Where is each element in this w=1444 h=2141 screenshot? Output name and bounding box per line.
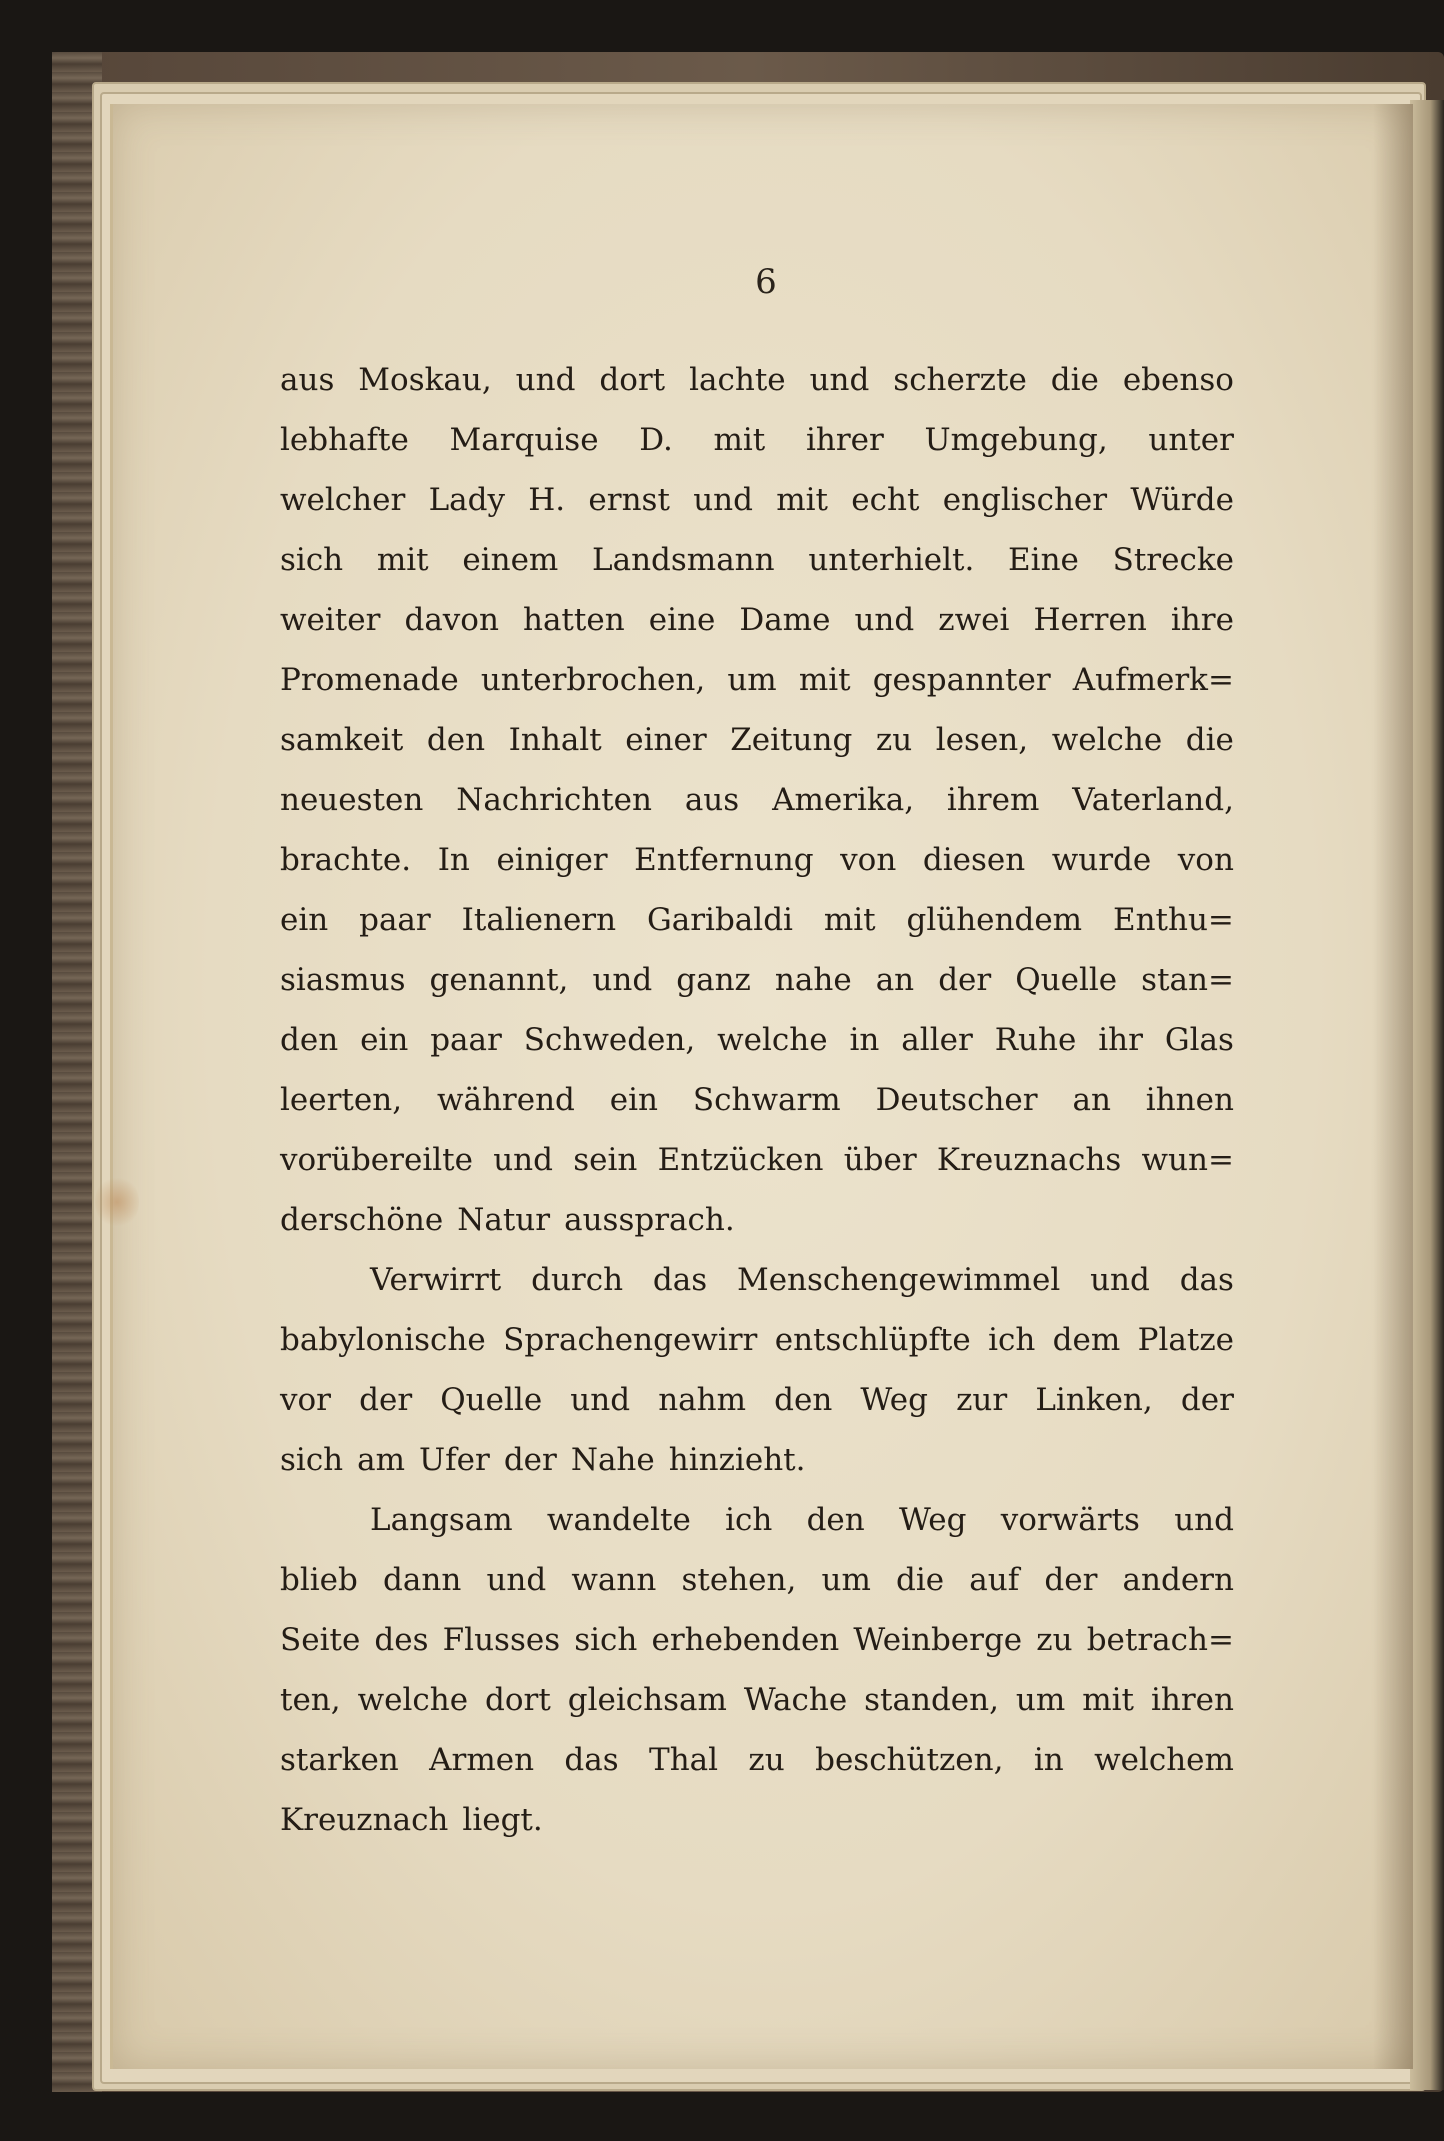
word: Amerika, (772, 782, 915, 818)
word: einem (462, 542, 559, 578)
word: und (693, 482, 753, 518)
word: weiter (280, 602, 381, 638)
word: Langsam (370, 1502, 513, 1538)
word: D. (639, 422, 673, 458)
word: entschlüpfte (774, 1322, 971, 1358)
word: und (854, 602, 915, 638)
word: und (1174, 1502, 1234, 1538)
word: durch (531, 1262, 624, 1298)
word: Vaterland, (1072, 782, 1234, 818)
word: mit (713, 422, 766, 458)
word: Ufer (419, 1442, 490, 1478)
word: mit (798, 662, 851, 698)
word: dem (1052, 1322, 1121, 1358)
word: mit (1082, 1682, 1135, 1718)
word: unterhielt. (808, 542, 975, 578)
word: ich (725, 1502, 773, 1538)
word: Glas (1164, 1022, 1234, 1058)
text-line (280, 710, 1234, 770)
page-number: 6 (755, 262, 777, 302)
word: Italienern (461, 902, 617, 938)
word: gleichsam (567, 1682, 727, 1718)
word: der (1044, 1562, 1098, 1598)
word: welche (1051, 722, 1163, 758)
word: in (849, 1022, 880, 1058)
word: welche (357, 1682, 469, 1718)
word: das (564, 1742, 619, 1778)
word: hatten (522, 602, 625, 638)
word: welchem (1094, 1742, 1234, 1778)
text-line (280, 950, 1234, 1010)
word: Inhalt (508, 722, 602, 758)
word: Schweden, (523, 1022, 696, 1058)
word: Umgebung, (924, 422, 1108, 458)
word: mit (823, 902, 876, 938)
text-line (280, 1310, 1234, 1370)
word: den (426, 722, 486, 758)
word: In (437, 842, 470, 878)
spine-shadow (1373, 104, 1413, 2069)
text-line (280, 1190, 1234, 1250)
word: das (1179, 1262, 1234, 1298)
word: paar (359, 902, 431, 938)
word: über (843, 1142, 917, 1178)
word: aller (901, 1022, 973, 1058)
word: und (1090, 1262, 1150, 1298)
word: zur (956, 1382, 1008, 1418)
word: paar (430, 1022, 502, 1058)
word: mit (376, 542, 429, 578)
word: dort (485, 1682, 551, 1718)
word: echt (851, 482, 920, 518)
word: ihr (1098, 1022, 1143, 1058)
word: aus (280, 362, 335, 398)
word: Flusses (442, 1622, 561, 1658)
word: wun= (1141, 1142, 1234, 1178)
word: ein (609, 1082, 659, 1118)
word: Quelle (1015, 962, 1118, 998)
word: wurde (1051, 842, 1152, 878)
word: Entfernung (634, 842, 814, 878)
word: und (592, 962, 653, 998)
text-line (280, 890, 1234, 950)
word: den (806, 1502, 865, 1538)
word: scherzte (893, 362, 1027, 398)
word: unterbrochen, (480, 662, 706, 698)
word: aus (684, 782, 740, 818)
word: die (1185, 722, 1234, 758)
word: Wache (743, 1682, 848, 1718)
word: ebenso (1122, 362, 1234, 398)
text-line (280, 1790, 1234, 1850)
text-line (280, 1010, 1234, 1070)
word: Schwarm (692, 1082, 841, 1118)
word: Menschengewimmel (736, 1262, 1061, 1298)
word: wann (571, 1562, 657, 1598)
word: babylonische (280, 1322, 486, 1358)
word: leerten, (280, 1082, 403, 1118)
word: mit (776, 482, 829, 518)
word: unter (1148, 422, 1234, 458)
word: lesen, (935, 722, 1029, 758)
word: gespannter (872, 662, 1051, 698)
word: diesen (922, 842, 1026, 878)
word: nahm (658, 1382, 747, 1418)
text-line (280, 1670, 1234, 1730)
word: samkeit (280, 722, 404, 758)
word: und (493, 1142, 553, 1178)
word: vorwärts (1000, 1502, 1140, 1538)
word: Platze (1137, 1322, 1234, 1358)
word: Weinberge (853, 1622, 1023, 1658)
text-line (280, 470, 1234, 530)
word: standen, (864, 1682, 999, 1718)
word: Lady (428, 482, 505, 518)
word: ihren (1150, 1682, 1234, 1718)
word: ein (360, 1022, 409, 1058)
word: und (486, 1562, 547, 1598)
word: wandelte (546, 1502, 691, 1538)
word: Seite (280, 1622, 361, 1658)
word: andern (1122, 1562, 1234, 1598)
word: Kreuznachs (936, 1142, 1122, 1178)
word: in (1033, 1742, 1064, 1778)
word: vorübereilte (280, 1142, 473, 1178)
word: Armen (429, 1742, 535, 1778)
text-line (280, 1490, 1234, 1550)
text-line (280, 830, 1234, 890)
text-line (280, 1610, 1234, 1670)
word: dann (383, 1562, 462, 1598)
word: von (840, 842, 897, 878)
word: zu (1036, 1622, 1073, 1658)
word: erhebenden (651, 1622, 840, 1658)
word: sein (573, 1142, 638, 1178)
word: einiger (496, 842, 608, 878)
word: um (1015, 1682, 1066, 1718)
word: Weg (898, 1502, 967, 1538)
text-line (280, 770, 1234, 830)
word: ein (280, 902, 329, 938)
word: auf (969, 1562, 1020, 1598)
word: Aufmerk= (1072, 662, 1234, 698)
word: und (515, 362, 576, 398)
word: genannt, (429, 962, 569, 998)
word: zwei (938, 602, 1010, 638)
word: liegt. (462, 1802, 543, 1838)
word: Würde (1130, 482, 1234, 518)
word: sich (280, 542, 344, 578)
word: betrach= (1086, 1622, 1234, 1658)
word: den (280, 1022, 339, 1058)
word: das (652, 1262, 708, 1298)
word: vor (280, 1382, 331, 1418)
word: davon (404, 602, 499, 638)
text-line (280, 1550, 1234, 1610)
word: der (359, 1382, 413, 1418)
word: ihrem (946, 782, 1040, 818)
word: Promenade (280, 662, 459, 698)
word: Kreuznach (280, 1802, 449, 1838)
word: Marquise (449, 422, 599, 458)
word: lachte (689, 362, 786, 398)
word: Dame (739, 602, 831, 638)
word: einer (625, 722, 707, 758)
word: welche (717, 1022, 828, 1058)
word: Verwirrt (370, 1262, 502, 1298)
word: Eine (1008, 542, 1079, 578)
word: englischer (942, 482, 1108, 518)
word: Moskau, (358, 362, 492, 398)
word: ich (988, 1322, 1036, 1358)
text-line (280, 590, 1234, 650)
word: starken (280, 1742, 399, 1778)
word: der (1180, 1382, 1234, 1418)
word: Ruhe (994, 1022, 1077, 1058)
text-line (280, 1070, 1234, 1130)
word: ihrer (805, 422, 884, 458)
word: Quelle (440, 1382, 543, 1418)
text-line (280, 410, 1234, 470)
word: neuesten (280, 782, 424, 818)
text-line (280, 1130, 1234, 1190)
word: lebhafte (280, 422, 409, 458)
word: siasmus (280, 962, 406, 998)
word: Herren (1033, 602, 1147, 638)
word: Thal (649, 1742, 719, 1778)
word: dort (599, 362, 666, 398)
word: der (503, 1442, 557, 1478)
word: den (774, 1382, 833, 1418)
word: blieb (280, 1562, 358, 1598)
text-line (280, 1370, 1234, 1430)
word: um (821, 1562, 871, 1598)
word: Enthu= (1112, 902, 1234, 938)
word: des (374, 1622, 429, 1658)
word: ten, (280, 1682, 341, 1718)
word: und (570, 1382, 631, 1418)
text-line (280, 1730, 1234, 1790)
body-text (280, 350, 1234, 1850)
word: Linken, (1035, 1382, 1153, 1418)
word: Zeitung (730, 722, 853, 758)
word: Garibaldi (646, 902, 793, 938)
paper-stain (95, 1175, 139, 1229)
word: sich (574, 1622, 638, 1658)
text-line (280, 530, 1234, 590)
word: stehen, (681, 1562, 797, 1598)
word: während (436, 1082, 575, 1118)
word: ihre (1170, 602, 1234, 638)
word: Deutscher (875, 1082, 1038, 1118)
text-line (280, 1430, 1234, 1490)
text-line (280, 650, 1234, 710)
word: um (727, 662, 777, 698)
word: hinzieht. (668, 1442, 806, 1478)
word: die (896, 1562, 945, 1598)
word: derschöne (280, 1202, 444, 1238)
text-line (280, 1250, 1234, 1310)
word: Strecke (1112, 542, 1234, 578)
word: an (875, 962, 915, 998)
word: von (1177, 842, 1234, 878)
word: Nahe (570, 1442, 655, 1478)
word: Landsmann (592, 542, 775, 578)
word: sich (280, 1442, 344, 1478)
word: glühendem (906, 902, 1083, 938)
word: beschützen, (815, 1742, 1004, 1778)
word: H. (528, 482, 566, 518)
word: an (1072, 1082, 1111, 1118)
word: am (357, 1442, 406, 1478)
word: brachte. (280, 842, 412, 878)
binding-gutter (1410, 100, 1444, 2090)
word: Weg (860, 1382, 928, 1418)
word: Nachrichten (456, 782, 652, 818)
word: ihnen (1145, 1082, 1234, 1118)
word: zu (748, 1742, 785, 1778)
word: Entzücken (657, 1142, 824, 1178)
word: welcher (280, 482, 406, 518)
word: Sprachengewirr (503, 1322, 758, 1358)
word: eine (648, 602, 716, 638)
word: nahe (774, 962, 852, 998)
word: ganz (676, 962, 751, 998)
word: die (1050, 362, 1099, 398)
text-line (280, 350, 1234, 410)
word: stan= (1141, 962, 1234, 998)
word: zu (875, 722, 913, 758)
word: aussprach. (564, 1202, 735, 1238)
word: ernst (588, 482, 670, 518)
word: Natur (457, 1202, 551, 1238)
word: und (809, 362, 870, 398)
word: der (938, 962, 992, 998)
